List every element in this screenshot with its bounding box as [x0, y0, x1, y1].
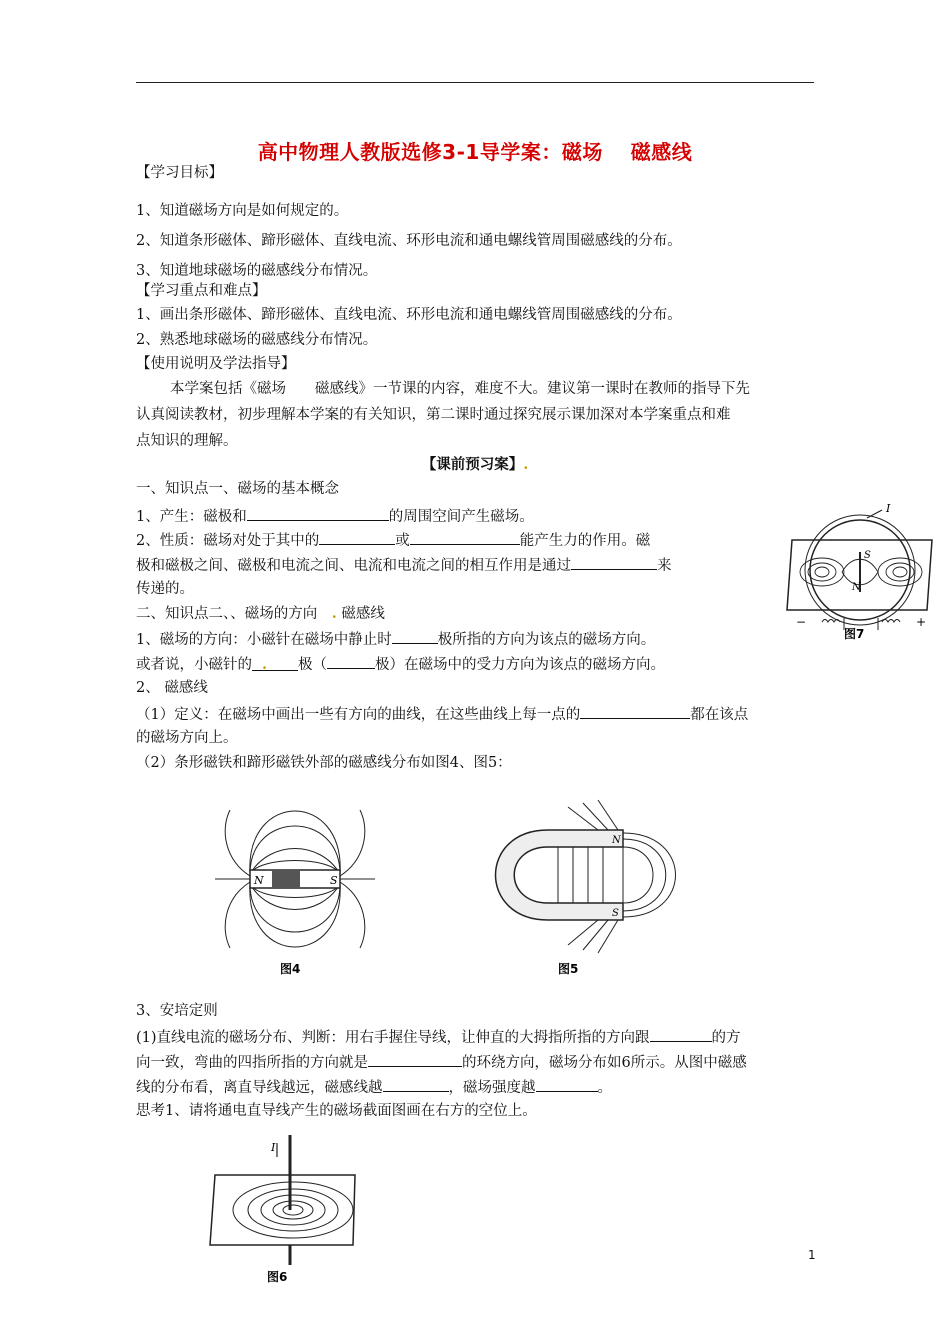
- page-number: 1: [808, 1248, 816, 1262]
- ampere-line-1: (1)直线电流的磁场分布、判断：用右手握住导线，让伸直的大拇指所指的方向跟 的方: [136, 1026, 741, 1048]
- preview-heading: 【课前预习案】.: [421, 456, 529, 473]
- page-title: 高中物理人教版选修3-1导学案：磁场 磁感线: [257, 140, 693, 164]
- fig6-current-label: I: [271, 1141, 276, 1154]
- figure-6: [205, 1135, 365, 1285]
- key-point-1: 1、画出条形磁体、蹄形磁体、直线电流、环形电流和通电螺线管周围磁感线的分布。: [136, 307, 682, 323]
- k1-item-1: 1、产生：磁极和 的周围空间产生磁场。: [136, 505, 534, 527]
- knowledge-2-heading: 二、知识点二、、磁场的方向 . 磁感线: [136, 605, 385, 622]
- fig4-pole-n: N: [254, 874, 264, 887]
- figure-5: [488, 795, 688, 980]
- fig4-pole-s: S: [330, 874, 338, 887]
- k2-item-3: 2、 磁感线: [136, 680, 208, 696]
- guide-heading: 【使用说明及学法指导】: [136, 356, 296, 372]
- knowledge-1-heading: 一、知识点一、磁场的基本概念: [136, 481, 339, 497]
- fig7-caption: 图7: [844, 627, 865, 640]
- fig7-pole-n: N: [852, 582, 861, 593]
- ampere-line-2: 向一致，弯曲的四指所指的方向就是 的环绕方向，磁场分布如6所示。从图中磁感: [136, 1051, 747, 1073]
- key-points-heading: 【学习重点和难点】: [136, 283, 267, 299]
- k2-item-2: 或者说，小磁针的 . 极（ 极）在磁场中的受力方向为该点的磁场方向。: [136, 653, 665, 675]
- fig7-pole-s: S: [864, 550, 871, 561]
- think-1: 思考1、请将通电直导线产生的磁场截面图画在右方的空位上。: [136, 1103, 537, 1119]
- goal-2: 2、知道条形磁体、蹄形磁体、直线电流、环形电流和通电螺线管周围磁感线的分布。: [136, 233, 682, 249]
- header-rule: [136, 82, 814, 83]
- fig7-minus: −: [796, 615, 807, 629]
- fig5-pole-n: N: [612, 835, 621, 846]
- fig6-caption: 图6: [267, 1270, 288, 1284]
- key-point-2: 2、熟悉地球磁场的磁感线分布情况。: [136, 332, 378, 348]
- fig4-caption: 图4: [280, 962, 301, 976]
- figure-4: [210, 790, 380, 980]
- k1-item-2: 2、性质：磁场对处于其中的 或 能产生力的作用。磁: [136, 529, 650, 551]
- guide-line-3: 点知识的理解。: [136, 433, 238, 449]
- guide-line-2: 认真阅读教材，初步理解本学案的有关知识，第二课时通过探究展示课加深对本学案重点和难: [136, 407, 731, 423]
- fig7-plus: +: [916, 615, 927, 629]
- goals-heading: 【学习目标】: [136, 165, 223, 181]
- fig5-pole-s: S: [612, 908, 619, 919]
- k2-item-1: 1、磁场的方向：小磁针在磁场中静止时 极所指的方向为该点的磁场方向。: [136, 628, 655, 650]
- goal-1: 1、知道磁场方向是如何规定的。: [136, 203, 349, 219]
- goal-3: 3、知道地球磁场的磁感线分布情况。: [136, 263, 378, 279]
- ampere-heading: 3、安培定则: [136, 1003, 218, 1019]
- fig7-current-label: I: [886, 502, 891, 515]
- k1-item-3: 极和磁极之间、磁极和电流之间、电流和电流之间的相互作用是通过 来: [136, 554, 672, 576]
- fig5-caption: 图5: [558, 962, 579, 976]
- guide-line-1: 本学案包括《磁场 磁感线》一节课的内容，难度不大。建议第一课时在教师的指导下先: [170, 381, 750, 397]
- k2-item-6: （2）条形磁铁和蹄形磁铁外部的磁感线分布如图4、图5：: [136, 755, 512, 771]
- figure-7: [782, 500, 942, 640]
- k1-item-4: 传递的。: [136, 581, 194, 597]
- k2-item-4: （1）定义：在磁场中画出一些有方向的曲线，在这些曲线上每一点的 都在该点: [136, 703, 748, 725]
- ampere-line-3: 线的分布看，离直导线越远，磁感线越 ，磁场强度越 。: [136, 1076, 612, 1098]
- k2-item-5: 的磁场方向上。: [136, 730, 238, 746]
